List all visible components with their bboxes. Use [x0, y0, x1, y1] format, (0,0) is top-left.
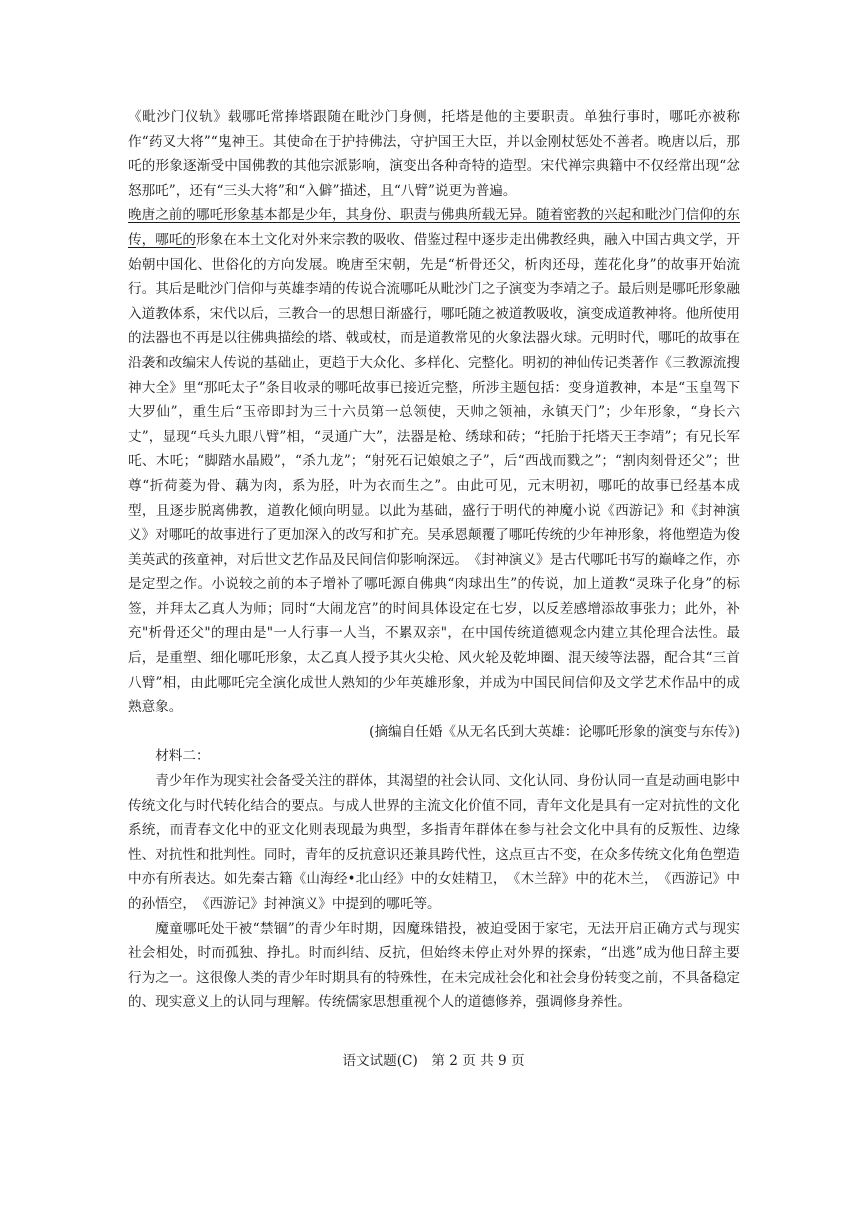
material-two-label: 材料二：: [155, 748, 210, 765]
paragraph-4: 魔童哪吒处干被“禁锢”的青少年时期，因魔珠错投，被迫受困于家宅，无法开启正确方式与现实社会相处，时而孤独、挣扎。时而纠结、反抗，但始终未停止对外界的探索，“出逃”成为他日辞主要行为之一。这很像人类的青少年时期具有的特殊性，在未完成社会化和社会身份转变之前，不具备稳定的、现实意义上的认同与理解。传统儒家思想重视个人的道德修养，强调修身养性。: [128, 920, 740, 1011]
paragraph-2-rest: 形象在本土文化对外来宗教的吸收、借鉴过程中逐步走出佛教经典，融入中国古典文学，开始朝中国化、世俗化的方向发展。晚唐至宋朝，先是“析骨还父，析肉还母，莲花化身”的故事开始流行。其后是毗沙门信仰与英雄李靖的传说合流哪吒从毗沙门之子演变为李靖之子。最后则是哪吒形象融入道教体系，宋代以后，三教合一的思想日渐盛行，哪吒随之被道教吸收，演变成道教神将。他所使用的法器也不再是以往佛典描绘的塔、戟或杖，而是道教常见的火象法器火球。元明时代，哪吒的故事在沿袭和改编宋人传说的基础止，更趋于大众化、多样化、完整化。明初的神仙传记类著作《三教源流搜神大全》里“那吒太子”条目收录的哪吒故事已接近完整，所涉主题包括：变身道教神，本是“玉皇驾下大罗仙”，重生后“玉帝即封为三十六员第一总领使，天帅之领袖，永镇天门”；少年形象，“身长六丈”，显现“乓头九眼八臂”相，“灵通广大”，法器是枪、绣球和砖；“托胎于托塔天王李靖”；有兄长军吒、木吒；“脚踏水晶殿”，“杀九龙”；“射死石记娘娘之子”，后“西战而戮之”；“割肉刻骨还父”；世尊“折荷菱为骨、藕为肉，系为胫，叶为衣而生之”。由此可见，元末明初，哪吒的故事已经基本成型，且逐步脱离佛教，道教化倾向明显。以此为基础，盛行于明代的神魔小说《西游记》和《封神演义》对哪吒的故事进行了更加深入的改写和扩充。吴承恩颠覆了哪吒传统的少年神形象，将他塑造为俊美英武的孩童神，对后世文艺作品及民间信仰影响深远。 《封神演义》是古代哪吒书写的巅峰之作，亦是定型之作。小说较之前的本子增补了哪吒源自佛典“肉球出生”的传说，加上道教“灵珠子化身”的标签，并拜太乙真人为师；同时“大闹龙宫”的时间具体设定在七岁，以反差感增添故事张力；此外，补充"析骨还父"的理由是"一人行事一人当，不累双亲"，在中国传统道德观念内建立其伦理合法性。最后，是重塑、细化哪吒形象，太乙真人授予其火尖枪、风火轮及乾坤圈、混天绫等法器，配合其“三首八臂”相，由此哪吒完全演化成世人熟知的少年英雄形象，并成为中国民间信仰及文学艺术作品中的成熟意象。: [128, 231, 741, 716]
paragraph-2: [128, 203, 740, 719]
document-body: [128, 105, 740, 1015]
source-citation: (摘编自任婚《从无名氏到大英雄：论哪吒形象的演变与东传》): [369, 723, 740, 740]
page-footer: 语文试题(C) 第 2 页 共 9 页: [342, 1053, 525, 1069]
underlined-sentence: 晚唐之前的哪吒形象基本都是少年，其身份、职责与佛典所载无异。随着密教的兴起和毗沙门信仰的东传，哪吒的: [128, 207, 740, 248]
paragraph-3: 青少年作为现实社会备受关注的群体，其渴望的社会认同、文化认同、身份认同一直是动画电影中传统文化与时代转化结合的要点。与成人世界的主流文化价值不同，青年文化是具有一定对抗性的文化系统，而青春文化中的亚文化则表现最为典型，多指青年群体在参与社会文化中具有的反叛性、边缘性、对抗性和批判性。同时，青年的反抗意识还兼具跨代性，这点亘古不变，在众多传统文化角色塑造中亦有所表达。如先秦古籍《山海经•北山经》中的女娃精卫， 《木兰辞》中的花木兰， 《西游记》中的孙悟空， 《西游记》封神演义》中提到的哪吒等。: [128, 773, 740, 912]
paragraph-1: 《毗沙门仪轨》载哪吒常捧塔跟随在毗沙门身侧，托塔是他的主要职责。单独行事时，哪吒亦被称作“药叉大将”“鬼神王。其使命在于护持佛法，守护国王大臣，并以金刚杖惩处不善者。晚唐以后，那吒的形象逐渐受中国佛教的其他宗派影响，演变出各种奇特的造型。宋代禅宗典籍中不仅经常出现“忿怒那吒”，还有“三头大将”和“入僻”描述，且“八臂”说更为普遍。: [128, 109, 740, 199]
